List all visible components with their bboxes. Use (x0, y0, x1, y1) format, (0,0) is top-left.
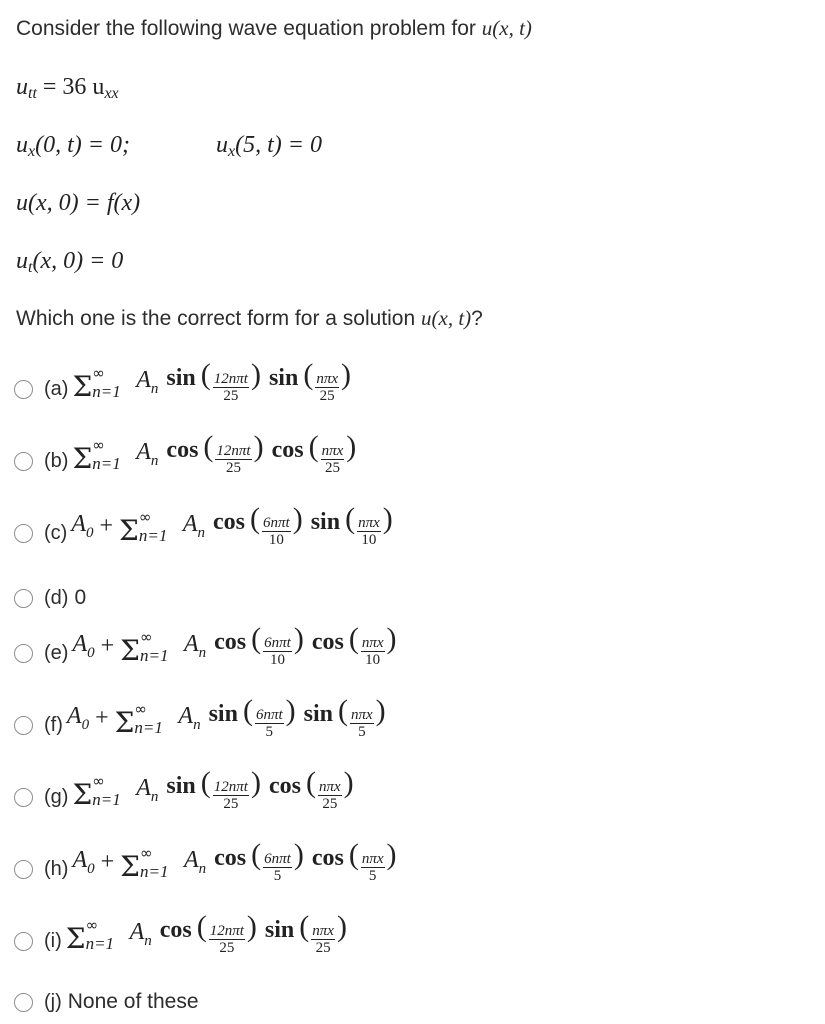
boundary-condition-left (16, 132, 130, 161)
a0-subscript: 0 (87, 644, 95, 661)
left-paren: ( (200, 765, 211, 799)
left-paren: ( (251, 621, 262, 655)
radio-button[interactable] (14, 452, 33, 471)
answer-option-i[interactable] (14, 909, 347, 956)
a0-term: $A_0$ (72, 630, 95, 661)
trig-function: cos (271, 436, 304, 463)
trig-term (304, 623, 397, 670)
radio-button[interactable] (14, 644, 33, 663)
fraction-numerator: nπx (361, 850, 384, 867)
plus-sign: + (100, 632, 115, 659)
fraction-numerator: nπx (361, 634, 384, 651)
option-formula (72, 767, 353, 814)
right-paren: ) (336, 909, 347, 943)
fraction-denominator: 25 (322, 795, 338, 812)
sum-limits (92, 434, 130, 474)
option-formula (72, 359, 351, 406)
radio-button[interactable] (14, 589, 33, 608)
fraction-denominator: 5 (358, 723, 366, 740)
radio-button[interactable] (14, 860, 33, 879)
left-paren: ( (196, 909, 207, 943)
option-letter: (c) (44, 521, 68, 544)
left-paren: ( (348, 837, 359, 871)
sigma-symbol: Σ (120, 633, 140, 667)
fraction (263, 851, 292, 884)
option-formula (72, 431, 356, 478)
fraction-denominator: 25 (223, 795, 239, 812)
right-paren: ) (250, 765, 261, 799)
sum-limits (86, 914, 124, 954)
fraction-denominator: 25 (223, 387, 239, 404)
trig-term (206, 623, 304, 670)
fraction-numerator: nπx (312, 922, 334, 939)
right-paren: ) (285, 693, 296, 727)
fraction-denominator: 25 (319, 387, 335, 404)
option-formula (72, 839, 396, 886)
question-text (16, 306, 483, 331)
an-subscript: n (144, 932, 152, 949)
option-letter: (j) (44, 990, 62, 1013)
sum-lower-limit: n=1 (85, 934, 115, 953)
fraction (350, 707, 374, 740)
sum-lower-limit: n=1 (92, 454, 121, 473)
trig-term (303, 503, 393, 550)
an-subscript: n (197, 524, 206, 541)
left-paren: ( (251, 837, 262, 871)
trig-term (304, 839, 397, 886)
fraction-denominator: 10 (269, 651, 285, 668)
fraction-denominator: 5 (273, 867, 282, 884)
problem-intro (16, 16, 532, 41)
bc-right-lhs: u (216, 132, 228, 158)
sum-lower-limit: n=1 (134, 718, 163, 737)
ic2-sub: t (28, 259, 33, 276)
sum-lower-limit: n=1 (139, 862, 169, 881)
right-paren: ) (386, 837, 397, 871)
left-paren: ( (242, 693, 253, 727)
radio-button[interactable] (14, 380, 33, 399)
sum-upper-limit: ∞ (92, 364, 105, 382)
fraction (213, 371, 249, 404)
right-paren: ) (382, 501, 393, 535)
an-subscript: n (198, 644, 207, 661)
a0-subscript: 0 (87, 860, 95, 877)
fraction-numerator: 6nπt (264, 634, 291, 651)
ic2-lhs: u (16, 248, 28, 274)
left-paren: ( (305, 765, 316, 799)
an-subscript: n (150, 380, 159, 397)
trig-term (152, 911, 257, 958)
fraction (311, 923, 335, 956)
plus-sign: + (99, 512, 114, 539)
sigma-symbol: Σ (119, 513, 139, 547)
answer-option-g[interactable] (14, 765, 354, 812)
fraction-numerator: nπx (316, 370, 339, 387)
fraction (361, 851, 385, 884)
fraction-denominator: 10 (361, 531, 377, 548)
fraction (262, 515, 291, 548)
a0-subscript: 0 (81, 716, 90, 733)
an-coefficient: $A_n$ (136, 438, 159, 469)
fraction-numerator: 12nπt (213, 370, 248, 387)
sum-upper-limit: ∞ (92, 772, 105, 790)
left-paren: ( (308, 429, 319, 463)
fraction (361, 635, 385, 668)
trig-function: cos (214, 844, 247, 871)
ic2-rest: (x, 0) = 0 (32, 248, 124, 274)
a0-term: $A_0$ (66, 702, 90, 733)
trig-function: sin (208, 700, 238, 727)
an-coefficient: $A_n$ (178, 702, 201, 733)
sum-limits (139, 506, 177, 546)
left-paren: ( (203, 429, 214, 463)
trig-function: cos (311, 628, 344, 655)
left-paren: ( (250, 501, 261, 535)
fraction-numerator: nπx (358, 514, 380, 531)
right-paren: ) (346, 429, 357, 463)
an-subscript: n (150, 788, 159, 805)
trig-term (206, 839, 304, 886)
fraction-denominator: 25 (324, 459, 340, 476)
right-paren: ) (250, 357, 261, 391)
pde-lhs-sub: tt (28, 85, 37, 102)
sum-lower-limit: n=1 (138, 526, 168, 545)
radio-button[interactable] (14, 788, 33, 807)
trig-function: sin (303, 700, 333, 727)
ic1-text: u(x, 0) = f(x) (16, 190, 141, 216)
right-paren: ) (386, 621, 397, 655)
right-paren: ) (292, 501, 303, 535)
left-paren: ( (299, 909, 310, 943)
initial-condition-displacement (16, 190, 140, 217)
option-letter: (g) (44, 785, 69, 808)
trig-function: cos (268, 772, 301, 799)
intro-text: Consider the following wave equation problem for (16, 17, 476, 40)
fraction-denominator: 25 (219, 939, 235, 956)
option-formula (67, 695, 386, 742)
a0-term: $A_0$ (71, 510, 94, 541)
bc-left-rest: (0, t) = 0; (35, 132, 130, 158)
trig-function: sin (166, 364, 196, 391)
trig-term (158, 359, 261, 406)
pde-rhs: = 36 u (42, 74, 105, 100)
answer-option-c[interactable] (14, 501, 393, 548)
plus-sign: + (95, 704, 109, 731)
trig-term (296, 695, 386, 742)
trig-term (261, 359, 351, 406)
trig-term (158, 767, 261, 814)
trig-term (205, 503, 303, 550)
right-paren: ) (293, 837, 304, 871)
pde-rhs-sub: xx (104, 85, 119, 102)
option-letter: (a) (44, 377, 69, 400)
right-paren: ) (341, 357, 352, 391)
trig-function: sin (264, 916, 295, 943)
fraction (215, 443, 251, 476)
trig-function: cos (166, 436, 199, 463)
trig-term (257, 911, 347, 958)
a0-term: $A_0$ (72, 846, 95, 877)
fraction-denominator: 10 (365, 651, 381, 668)
answer-option-a[interactable] (14, 357, 352, 404)
an-coefficient: $A_n$ (182, 510, 206, 541)
fraction (315, 371, 339, 404)
right-paren: ) (375, 693, 386, 727)
trig-function: sin (166, 772, 196, 799)
trig-function: sin (310, 508, 341, 535)
left-paren: ( (337, 693, 348, 727)
sum-upper-limit: ∞ (92, 436, 105, 454)
an-subscript: n (193, 716, 201, 733)
a0-subscript: 0 (86, 524, 94, 541)
an-coefficient: $A_n$ (136, 366, 159, 397)
sum-limits (134, 698, 172, 738)
option-letter: (e) (44, 641, 69, 664)
left-paren: ( (348, 621, 359, 655)
sigma-symbol: Σ (72, 441, 93, 475)
fraction-numerator: 6nπt (264, 850, 291, 867)
option-letter: (h) (44, 857, 69, 880)
trig-term (158, 431, 263, 478)
sum-upper-limit: ∞ (85, 916, 99, 934)
sigma-symbol: Σ (114, 705, 135, 739)
bc-left-sub: x (28, 143, 36, 160)
fraction-numerator: 6nπt (255, 706, 283, 723)
fraction-numerator: 12nπt (213, 778, 248, 795)
fraction-denominator: 5 (265, 723, 274, 740)
option-formula (72, 623, 396, 670)
sigma-symbol: Σ (72, 777, 93, 811)
option-letter: (f) (44, 713, 63, 736)
initial-condition-velocity (16, 248, 123, 277)
option-letter: (i) (44, 929, 62, 952)
left-paren: ( (303, 357, 314, 391)
option-letter: (b) (44, 449, 69, 472)
sum-upper-limit: ∞ (134, 700, 147, 718)
trig-function: cos (159, 916, 192, 943)
right-paren: ) (246, 909, 257, 943)
pde-equation (16, 74, 119, 103)
fraction (321, 443, 345, 476)
trig-function: cos (311, 844, 344, 871)
fraction-denominator: 25 (226, 459, 242, 476)
radio-button[interactable] (14, 932, 33, 951)
fraction (318, 779, 342, 812)
sigma-symbol: Σ (120, 849, 140, 883)
sigma-symbol: Σ (65, 921, 86, 955)
an-coefficient: $A_n$ (183, 630, 207, 661)
radio-button[interactable] (14, 524, 33, 543)
an-coefficient: $A_n$ (183, 846, 207, 877)
boundary-condition-right (216, 132, 322, 161)
plus-sign: + (100, 848, 115, 875)
answer-option-h[interactable] (14, 837, 397, 884)
radio-button[interactable] (14, 716, 33, 735)
answer-option-e[interactable] (14, 621, 397, 668)
question-mark: ? (471, 307, 483, 330)
fraction (209, 923, 245, 956)
radio-button[interactable] (14, 993, 33, 1012)
sum-upper-limit: ∞ (139, 628, 153, 646)
fraction-numerator: 6nπt (263, 514, 290, 531)
trig-function: sin (268, 364, 299, 391)
fraction-numerator: 12nπt (209, 922, 244, 939)
fraction-denominator: 5 (368, 867, 377, 884)
right-paren: ) (343, 765, 354, 799)
bc-right-rest: (5, t) = 0 (235, 132, 322, 158)
fraction-denominator: 25 (315, 939, 331, 956)
sum-lower-limit: n=1 (92, 382, 121, 401)
bc-left-lhs: u (16, 132, 28, 158)
trig-function: cos (213, 508, 246, 535)
trig-function: cos (214, 628, 247, 655)
sum-upper-limit: ∞ (139, 844, 153, 862)
option-formula (71, 503, 392, 550)
an-subscript: n (198, 860, 207, 877)
option-letter: (d) (44, 586, 69, 609)
fraction-numerator: nπx (350, 706, 373, 723)
answer-option-d[interactable] (14, 576, 86, 620)
sum-lower-limit: n=1 (139, 646, 169, 665)
trig-term (201, 695, 296, 742)
intro-variable: u(x, t) (481, 16, 532, 40)
right-paren: ) (253, 429, 264, 463)
question-label: Which one is the correct form for a solution (16, 307, 416, 330)
trig-term (264, 431, 357, 478)
fraction (263, 635, 292, 668)
question-variable: u(x, t) (421, 306, 472, 330)
option-text: None of these (67, 990, 199, 1013)
sigma-symbol: Σ (72, 369, 93, 403)
sum-limits (140, 842, 178, 882)
answer-option-j[interactable] (14, 980, 199, 1024)
fraction-numerator: 12nπt (216, 442, 251, 459)
sum-limits (92, 362, 130, 402)
answer-option-f[interactable] (14, 693, 386, 740)
left-paren: ( (200, 357, 211, 391)
an-coefficient: $A_n$ (136, 774, 159, 805)
option-text: 0 (74, 586, 87, 609)
fraction-denominator: 10 (268, 531, 284, 548)
trig-term (261, 767, 354, 814)
fraction (255, 707, 284, 740)
option-formula (66, 911, 347, 958)
an-subscript: n (150, 452, 159, 469)
sum-lower-limit: n=1 (92, 790, 121, 809)
fraction (213, 779, 249, 812)
sum-limits (92, 770, 130, 810)
left-paren: ( (345, 501, 356, 535)
an-coefficient: $A_n$ (129, 918, 152, 949)
pde-lhs: u (16, 74, 28, 100)
right-paren: ) (293, 621, 304, 655)
answer-option-b[interactable] (14, 429, 357, 476)
sum-upper-limit: ∞ (138, 508, 152, 526)
fraction-numerator: nπx (318, 778, 341, 795)
fraction (357, 515, 381, 548)
bc-right-sub: x (228, 143, 236, 160)
fraction-numerator: nπx (321, 442, 344, 459)
sum-limits (140, 626, 178, 666)
